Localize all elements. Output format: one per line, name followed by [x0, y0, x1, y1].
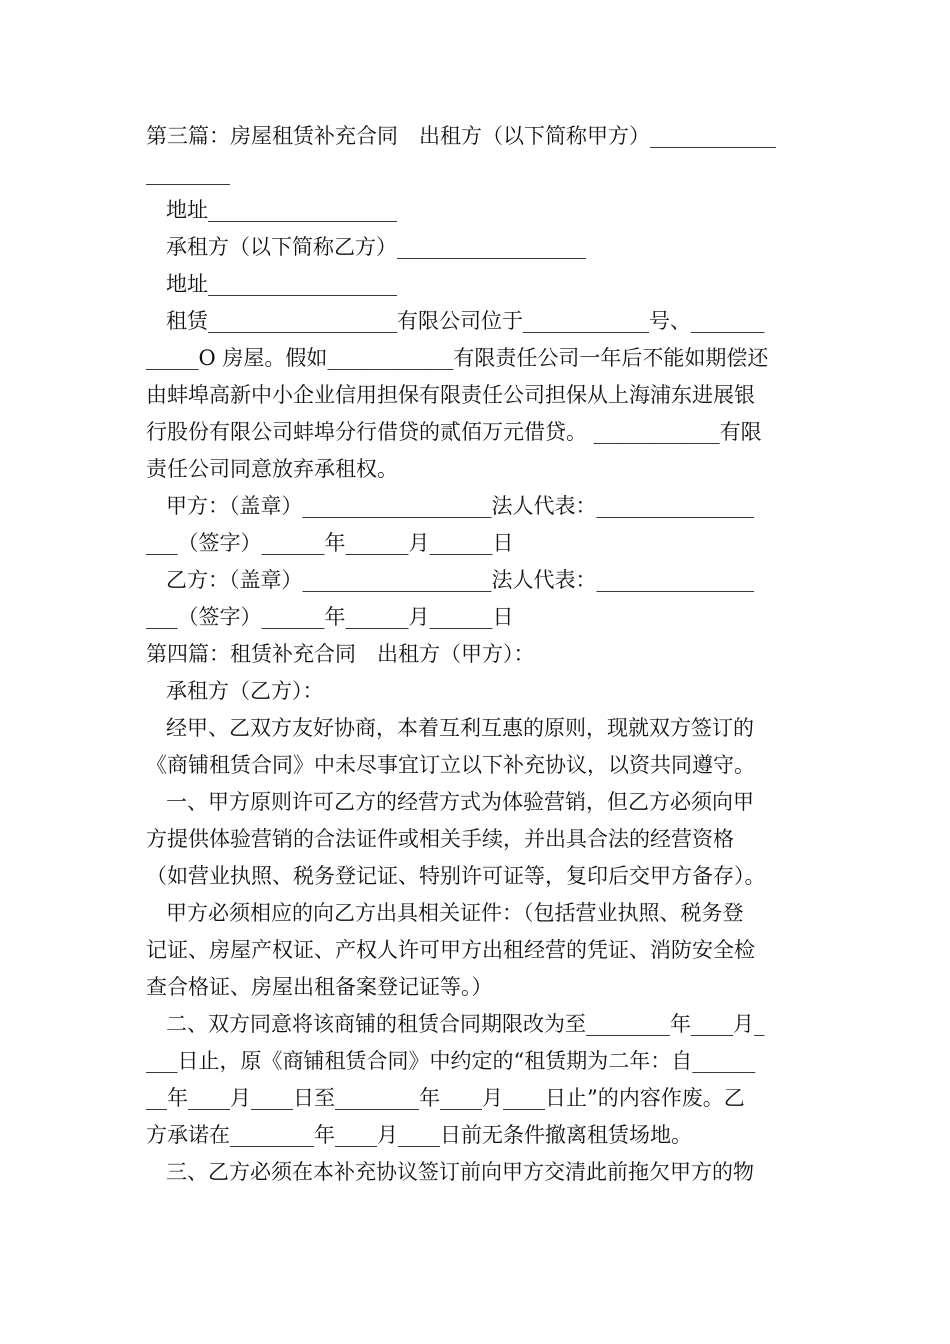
- doc-line: 方承诺在________年____月____日前无条件撤离租赁场地。: [146, 1123, 692, 1147]
- doc-line: ___（签字）______年______月______日: [146, 605, 514, 629]
- doc-line: 承租方（以下简称乙方）__________________: [166, 235, 586, 259]
- doc-line: 记证、房屋产权证、产权人许可甲方出租经营的凭证、消防安全检: [146, 938, 755, 962]
- doc-line: 经甲、乙双方友好协商，本着互利互惠的原则，现就双方签订的: [166, 716, 754, 740]
- doc-line: ________: [146, 161, 230, 185]
- doc-line: 由蚌埠高新中小企业信用担保有限责任公司担保从上海浦东进展银: [146, 383, 755, 407]
- doc-line: （如营业执照、税务登记证、特别许可证等，复印后交甲方备存）。: [146, 864, 766, 888]
- doc-line: 查合格证、房屋出租备案登记证等。）: [146, 975, 493, 999]
- doc-line: 方提供体验营销的合法证件或相关手续，并出具合法的经营资格: [146, 827, 734, 851]
- doc-line: 责任公司同意放弃承租权。: [146, 457, 398, 481]
- doc-line: 二、双方同意将该商铺的租赁合同期限改为至________年____月_: [166, 1012, 765, 1036]
- doc-line: 《商铺租赁合同》中未尽事宜订立以下补充协议，以资共同遵守。: [146, 753, 755, 777]
- doc-line: 地址__________________: [166, 198, 397, 222]
- doc-line: __年____月____日至________年____月____日止”的内容作废。乙: [146, 1086, 745, 1110]
- doc-line: 乙方：（盖章）__________________法人代表：_______________: [166, 568, 754, 592]
- doc-line: 租赁__________________有限公司位于____________号、_______: [166, 309, 765, 333]
- doc-line: 甲方必须相应的向乙方出具相关证件：（包括营业执照、税务登: [166, 901, 744, 925]
- doc-line: 一、甲方原则许可乙方的经营方式为体验营销，但乙方必须向甲: [166, 790, 754, 814]
- doc-line: 甲方：（盖章）__________________法人代表：_______________: [166, 494, 754, 518]
- doc-line: 第三篇：房屋租赁补充合同 出租方（以下简称甲方）____________: [146, 124, 776, 148]
- doc-line: 地址__________________: [166, 272, 397, 296]
- doc-line: 三、乙方必须在本补充协议签订前向甲方交清此前拖欠甲方的物: [166, 1160, 754, 1184]
- doc-line: 行股份有限公司蚌埠分行借贷的贰佰万元借贷。 ____________有限: [146, 420, 762, 444]
- doc-line: _____O 房屋。假如____________有限责任公司一年后不能如期偿还: [146, 346, 769, 370]
- doc-line: ___日止，原《商铺租赁合同》中约定的“租赁期为二年：自______: [146, 1049, 756, 1073]
- doc-line: 承租方（乙方）：: [166, 679, 324, 703]
- doc-line: 第四篇：租赁补充合同 出租方（甲方）：: [146, 642, 535, 666]
- document-body: [146, 118, 808, 1191]
- doc-line: ___（签字）______年______月______日: [146, 531, 514, 555]
